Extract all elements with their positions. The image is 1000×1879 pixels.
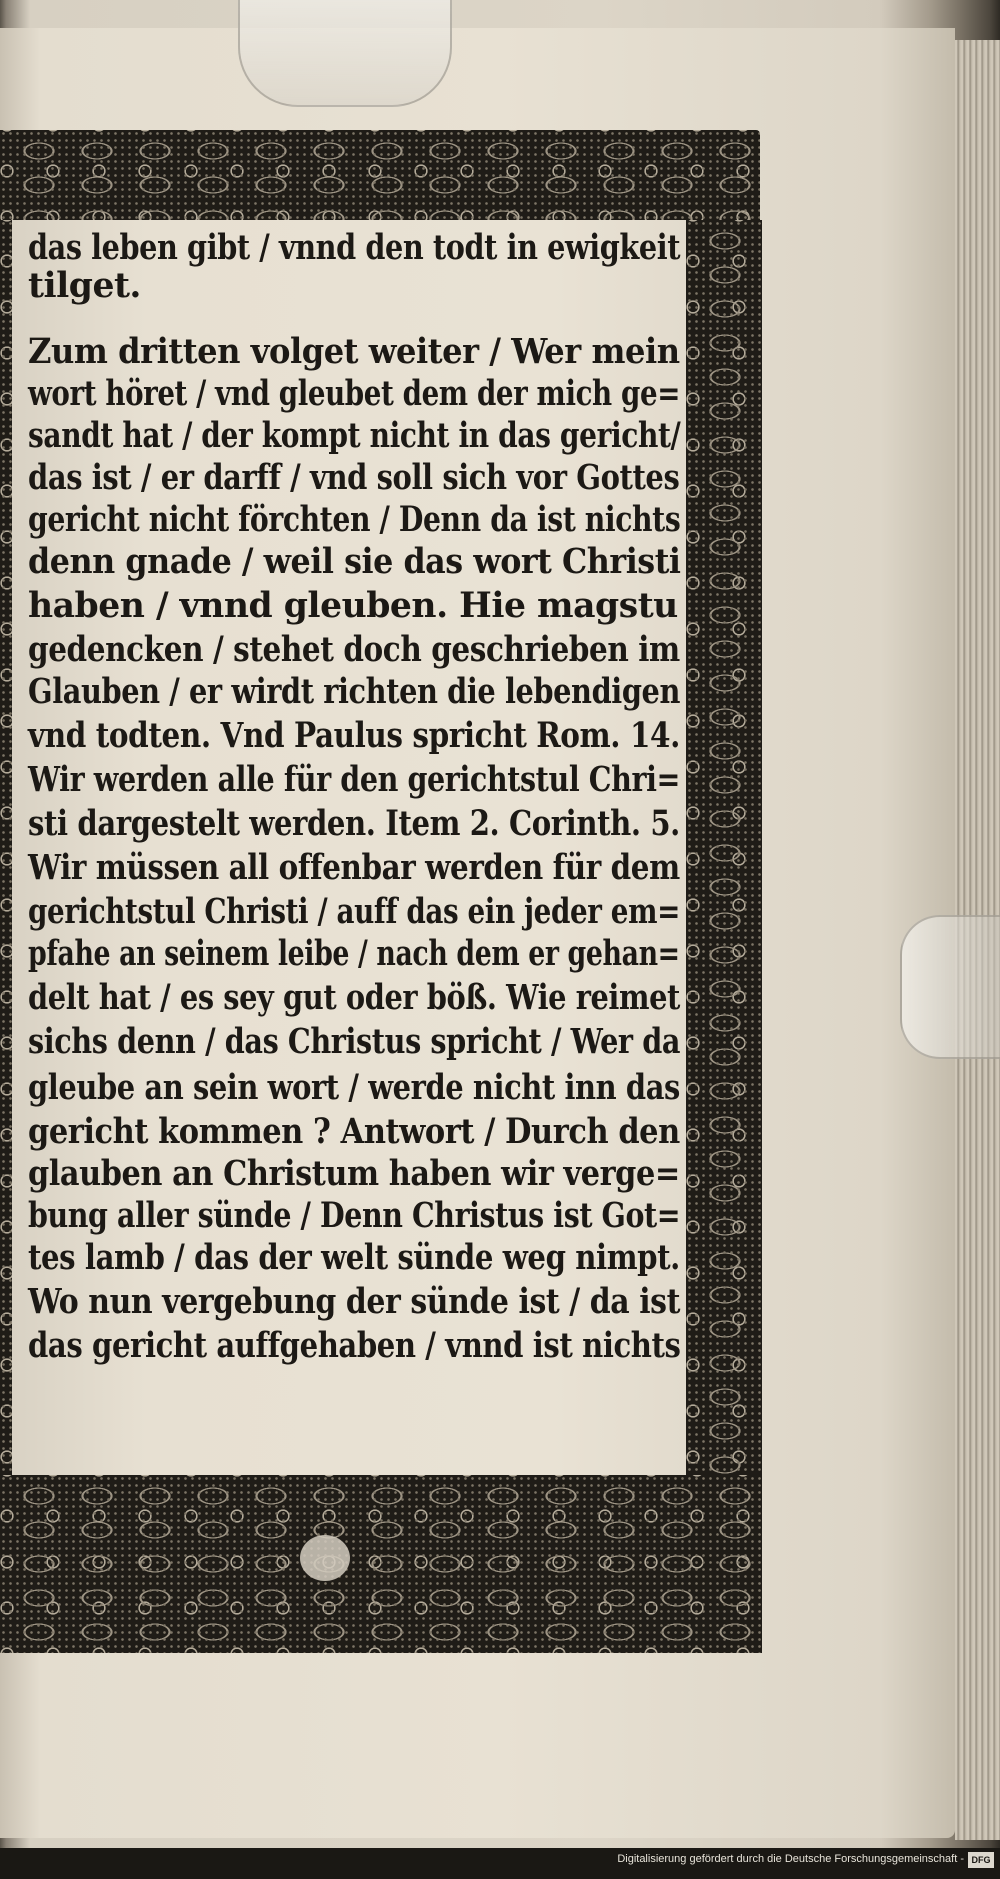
- text-line: gleube an sein wort / werde nicht inn das: [28, 1067, 680, 1108]
- text-line: Wo nun vergebung der sünde ist / da ist: [28, 1281, 680, 1322]
- text-block: [12, 220, 686, 1475]
- text-line: pfahe an seinem leibe / nach dem er gehan=: [28, 933, 680, 974]
- text-line: sti dargestelt werden. Item 2. Corinth. 5.: [28, 803, 680, 844]
- text-line: Zum dritten volget weiter / Wer mein: [28, 331, 680, 372]
- ornament-border-left: [0, 220, 12, 1475]
- text-line: wort höret / vnd gleubet dem der mich ge=: [28, 373, 681, 414]
- text-line: denn gnade / weil sie das wort Christi: [28, 541, 681, 582]
- text-line: das gericht auffgehaben / vnnd ist nichts: [28, 1325, 681, 1366]
- text-line: gericht kommen ? Antwort / Durch den: [28, 1111, 680, 1152]
- text-line: Glauben / er wirdt richten die lebendigen: [28, 671, 681, 712]
- text-line: gericht nicht förchten / Denn da ist nichts: [28, 499, 681, 540]
- text-line: das ist / er darff / vnd soll sich vor Gottes: [28, 457, 680, 498]
- text-line: das leben gibt / vnnd den todt in ewigkeit: [28, 227, 681, 268]
- text-line: tilget.: [28, 265, 141, 306]
- text-line: vnd todten. Vnd Paulus spricht Rom. 14.: [28, 715, 680, 756]
- ornament-border-top: [0, 130, 760, 220]
- text-line: bung aller sünde / Denn Christus ist Got=: [28, 1195, 681, 1236]
- text-line: haben / vnnd gleuben. Hie magstu: [28, 585, 678, 626]
- text-line: Wir werden alle für den gerichtstul Chri=: [28, 759, 681, 800]
- dfg-logo: DFG: [968, 1852, 994, 1868]
- ornament-border-right: [686, 220, 762, 1480]
- text-line: sandt hat / der kompt nicht in das gericht/: [28, 415, 681, 456]
- text-line: gedencken / stehet doch geschrieben im: [28, 629, 680, 670]
- text-line: sichs denn / das Christus spricht / Wer da: [28, 1021, 681, 1062]
- page-clip-top: [238, 0, 452, 107]
- ornament-border-bottom: [0, 1475, 762, 1653]
- page-clip-right: [900, 915, 1000, 1059]
- text-line: glauben an Christum haben wir verge=: [28, 1153, 680, 1194]
- text-line: tes lamb / das der welt sünde weg nimpt.: [28, 1237, 680, 1278]
- footer-credit: Digitalisierung gefördert durch die Deutsche Forschungsgemeinschaft -: [617, 1853, 964, 1865]
- text-line: gerichtstul Christi / auff das ein jeder em=: [28, 891, 680, 932]
- text-line: delt hat / es sey gut oder böß. Wie reimet: [28, 977, 680, 1018]
- text-line: Wir müssen all offenbar werden für dem: [28, 847, 680, 888]
